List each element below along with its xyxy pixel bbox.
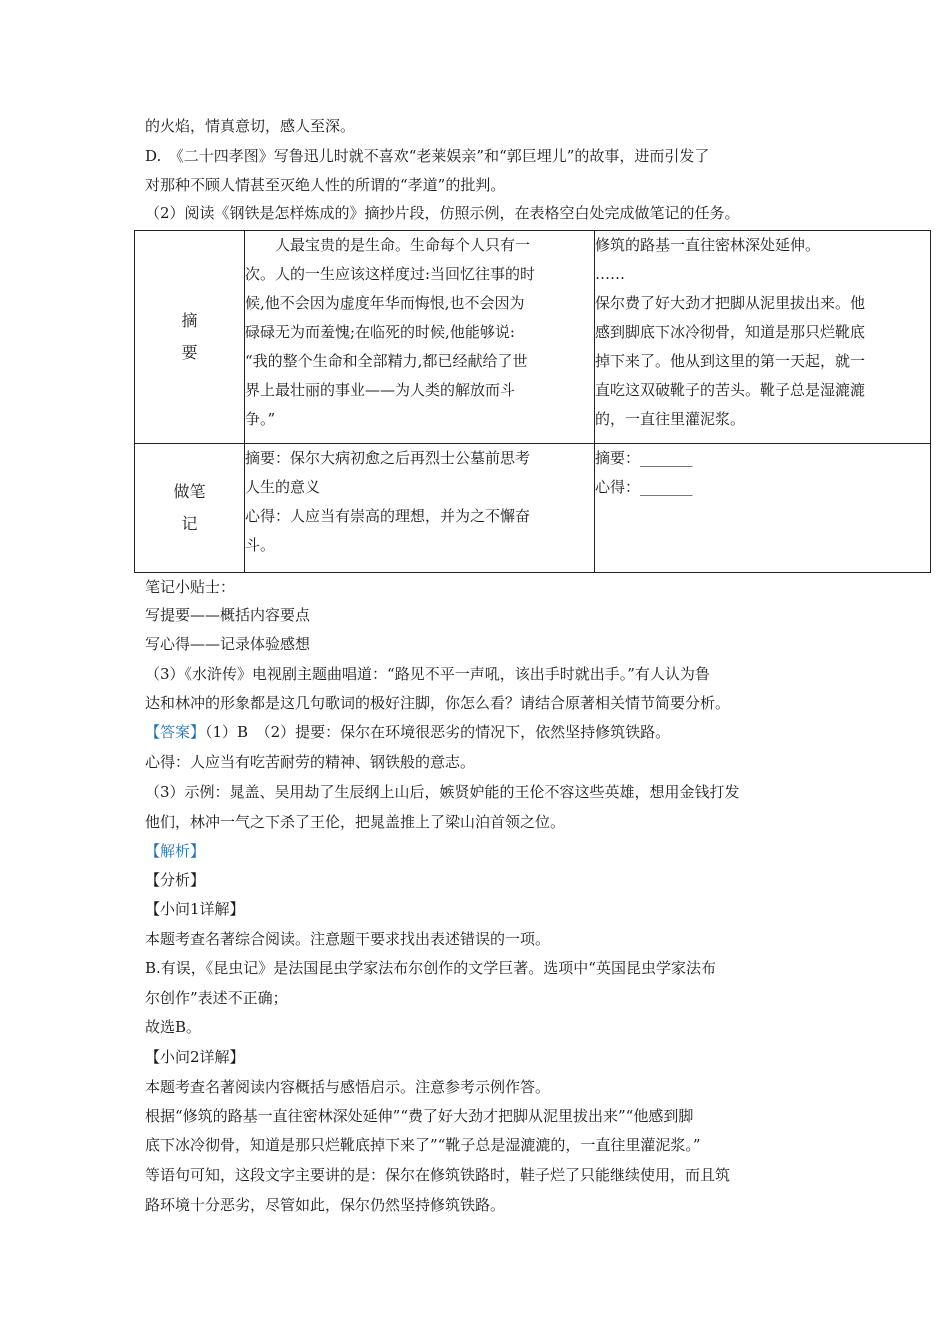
tip-insight: 写心得——记录体验感想: [145, 635, 311, 653]
question-3-line2: 达和林冲的形象都是这几句歌词的极好注脚，你怎么看？请结合原著相关情节简要分析。: [145, 694, 731, 712]
text-line: 本题考查名著综合阅读。注意题干要求找出表述错误的一项。: [145, 930, 551, 948]
subquestion-2-heading: 【小问2详解】: [145, 1048, 245, 1066]
table-row-excerpt: [135, 231, 931, 444]
answer-label: 【答案】: [145, 723, 206, 741]
text-line: 底下冰冷彻骨，知道是那只烂靴底掉下来了”“靴子总是湿漉漉的，一直往里灌泥浆。”: [145, 1136, 701, 1154]
question-3-line1: （3）《水浒传》电视剧主题曲唱道：“路见不平一声吼，该出手时就出手。”有人认为鲁: [145, 665, 710, 683]
text-line: 本题考查名著阅读内容概括与感悟启示。注意参考示例作答。: [145, 1078, 551, 1096]
text-line: B.有误，《昆虫记》是法国昆虫学家法布尔创作的文学巨著。选项中“英国昆虫学家法布: [145, 959, 716, 977]
excerpt-right-cell: 修筑的路基一直往密林深处延伸。 …… 保尔费了好大劲才把脚从泥里拔出来。他 感到脚底下冰冷彻骨，知道是那只烂靴底 掉下来了。他从到这里的第一天起，就一 直吃这双破靴子的苦头。靴子总是湿漉漉 的，一直往里灌泥浆。: [595, 231, 931, 444]
tips-heading: 笔记小贴士：: [145, 578, 236, 596]
text-line: 路环境十分恶劣，尽管如此，保尔仍然坚持修筑铁路。: [145, 1196, 506, 1214]
text-line: 等语句可知，这段文字主要讲的是：保尔在修筑铁路时，鞋子烂了只能继续使用，而且筑: [145, 1166, 731, 1184]
text-line: 根据“修筑的路基一直往密林深处延伸”“费了好大劲才把脚从泥里拔出来”“他感到脚: [145, 1107, 694, 1125]
analysis-label: 【解析】: [145, 842, 206, 860]
question-2-prompt: （2）阅读《钢铁是怎样炼成的》摘抄片段，仿照示例，在表格空白处完成做笔记的任务。: [145, 204, 740, 222]
tip-summary: 写提要——概括内容要点: [145, 606, 311, 624]
text-line: 的火焰，情真意切，感人至深。: [145, 117, 356, 135]
notes-blank-cell: [595, 444, 931, 573]
answer-3-line1: （3）示例：晁盖、吴用劫了生辰纲上山后，嫉贤妒能的王伦不容这些英雄，想用金钱打发: [145, 783, 740, 801]
table-row-notes: [135, 444, 931, 573]
answer-insight: 心得：人应当有吃苦耐劳的精神、钢铁般的意志。: [145, 753, 476, 771]
row-header-excerpt: 摘 要: [135, 231, 245, 444]
option-d-line1: D. 《二十四孝图》写鲁迅儿时就不喜欢“老莱娱亲”和“郭巨埋儿”的故事，进而引发了: [145, 147, 710, 165]
row-header-notes: 做笔 记: [135, 444, 245, 573]
notes-example-cell: 摘要：保尔大病初愈之后再烈士公墓前思考 人生的意义 心得：人应当有崇高的理想，并为之不懈奋 斗。: [245, 444, 595, 573]
subquestion-1-heading: 【小问1详解】: [145, 900, 245, 918]
notes-table: [134, 230, 931, 573]
text-line: 故选B。: [145, 1018, 202, 1036]
option-d-line2: 对那种不顾人情甚至灭绝人性的所谓的“孝道”的批判。: [145, 176, 506, 194]
answer-line: [145, 722, 670, 742]
answer-text: （1）B （2）提要：保尔在环境很恶劣的情况下，依然坚持修筑铁路。: [205, 723, 671, 741]
analysis-heading: 【分析】: [145, 871, 206, 889]
text-line: 尔创作”表述不正确；: [145, 989, 288, 1007]
answer-3-line2: 他们，林冲一气之下杀了王伦，把晁盖推上了梁山泊首领之位。: [145, 813, 566, 831]
summary-blank[interactable]: 摘要：_______: [595, 449, 693, 467]
insight-blank[interactable]: 心得：_______: [595, 478, 693, 496]
excerpt-left-cell: 人最宝贵的是生命。生命每个人只有一 次。人的一生应该这样度过:当回忆往事的时 候,他不会因为虚度年华而悔恨,也不会因为 碌碌无为而羞愧;在临死的时候,他能够说: “我的整个生命和全部精力,都已经献给了世 界上最壮丽的事业——为人类的解放而斗 争。”: [245, 231, 595, 444]
